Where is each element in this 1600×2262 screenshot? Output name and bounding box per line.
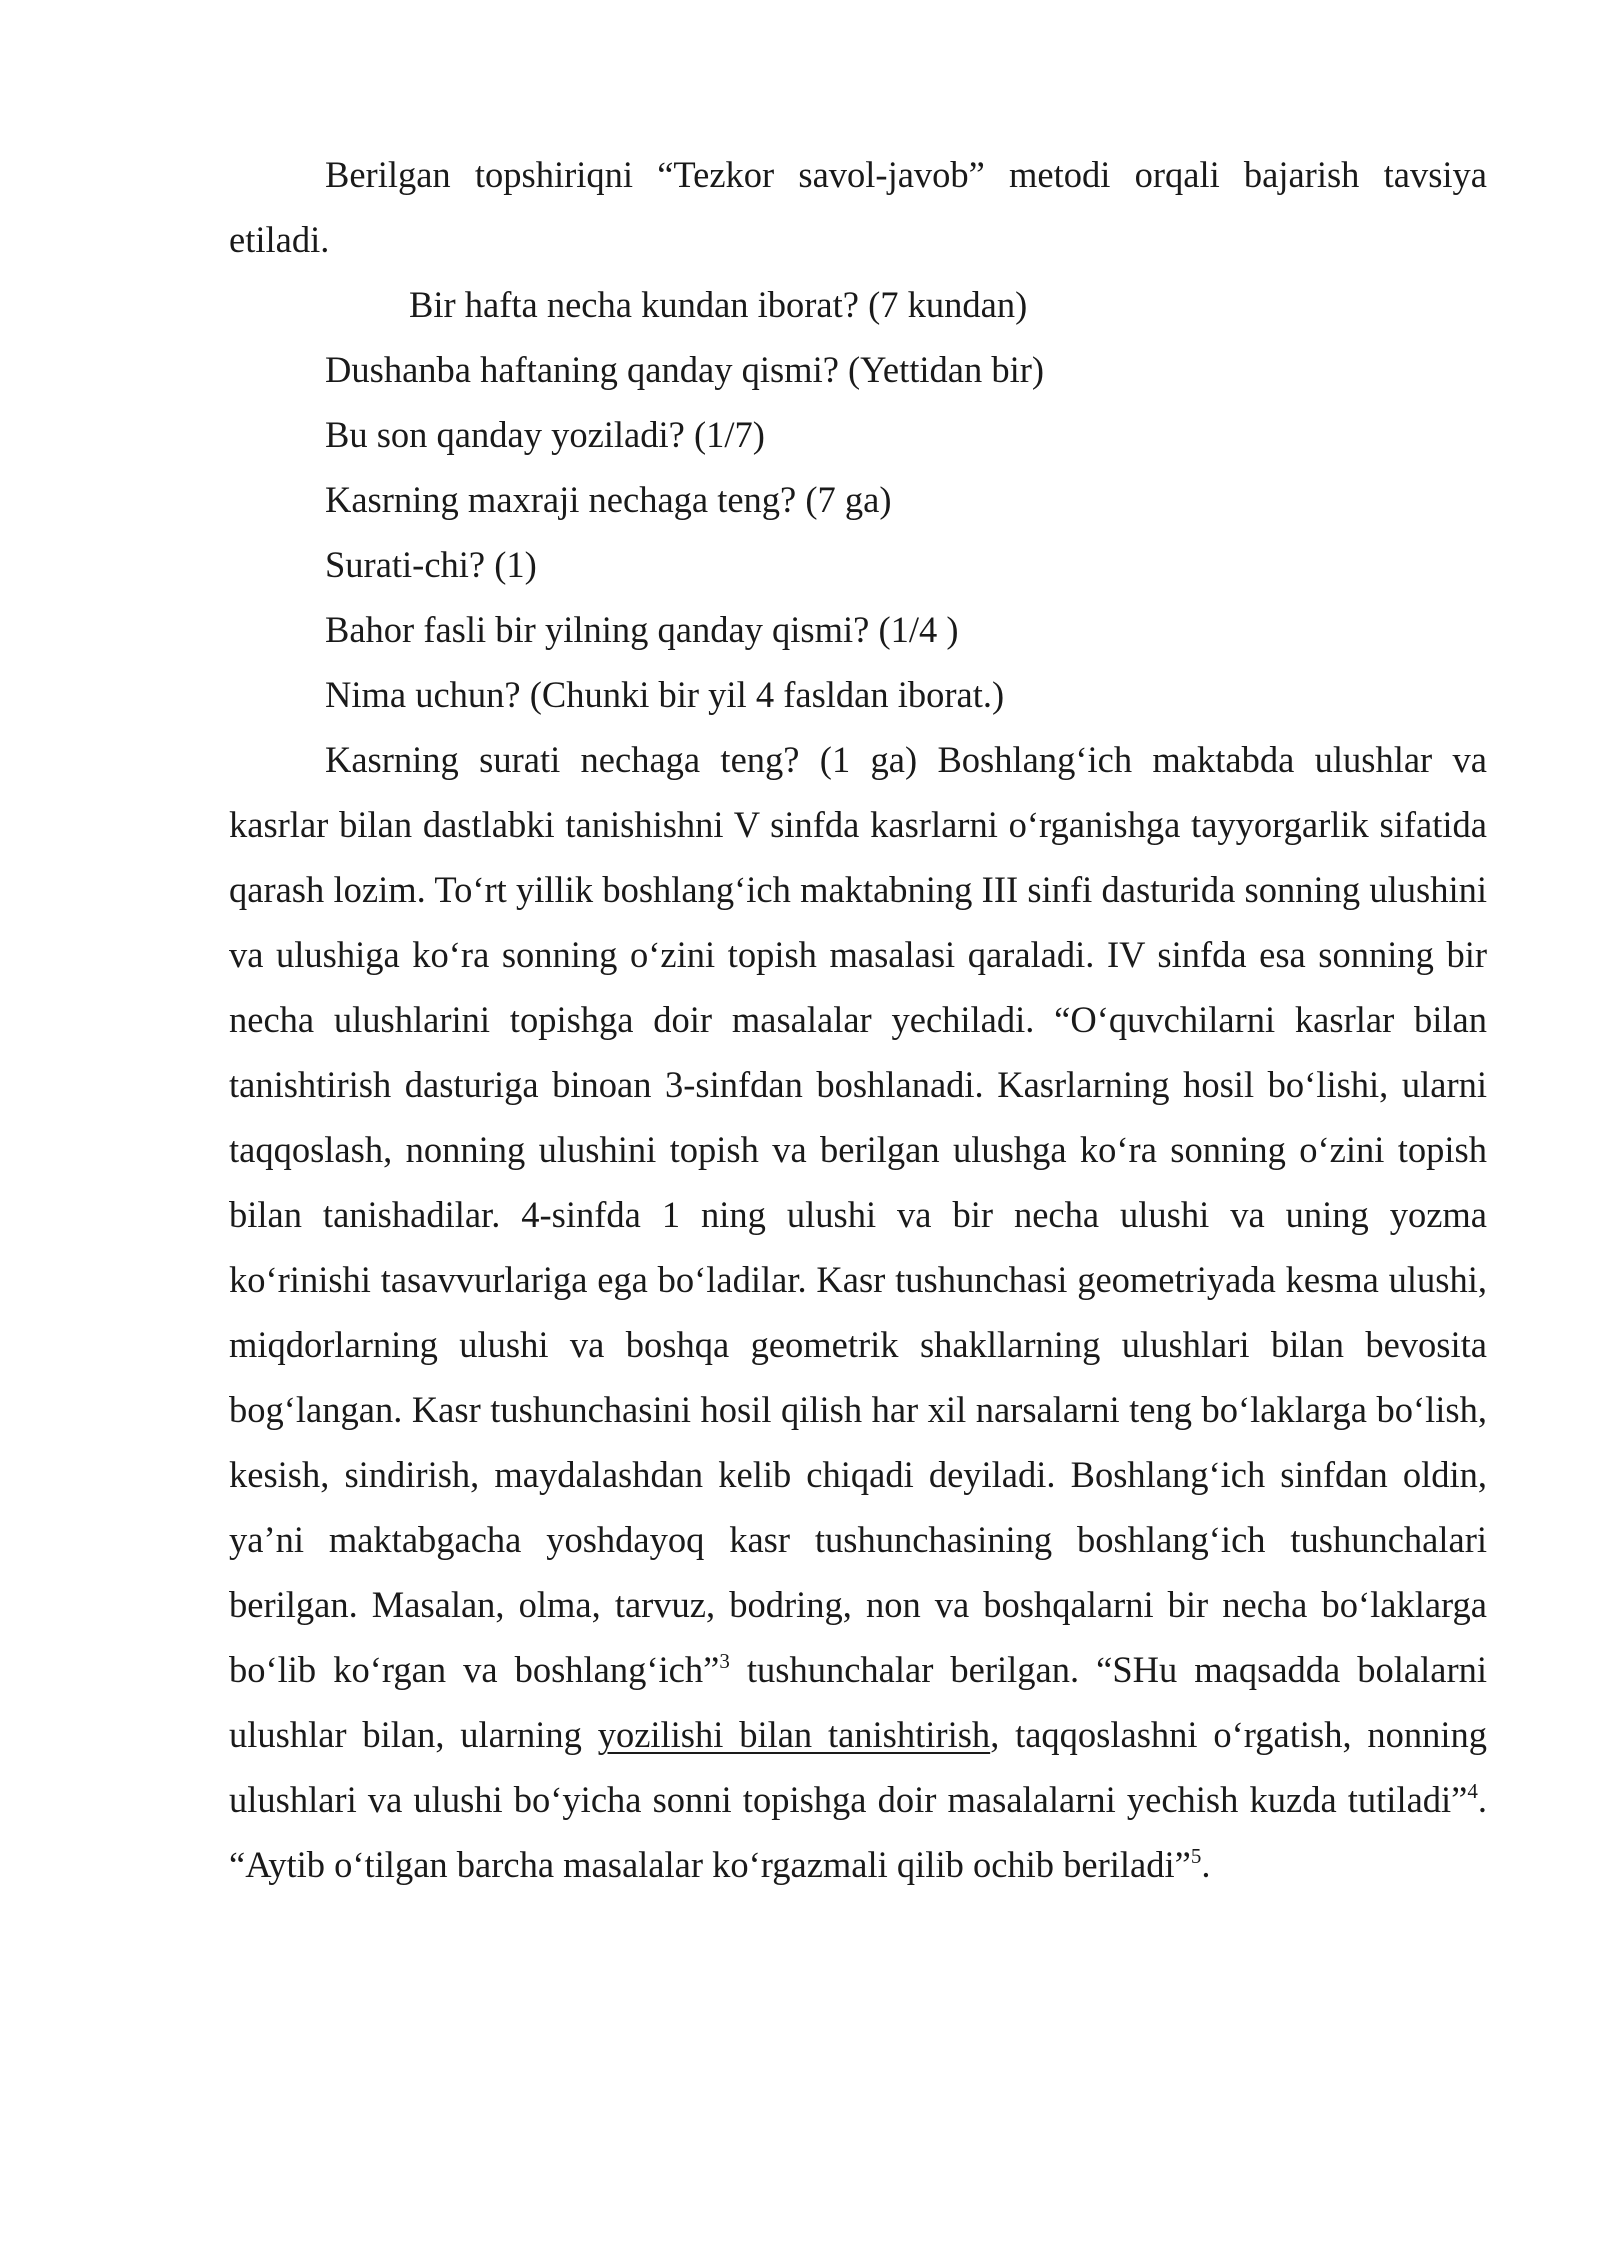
intro-paragraph: Berilgan topshiriqni “Tezkor savol-javob” metodi orqali bajarish tavsiya etiladi. [229,154,1487,260]
question-line: Surati-chi? (1) [325,544,537,585]
main-text: tushunchalar berilgan. “SHu maqsadda bolalarni ulushlar bilan, ularning [229,1649,1487,1755]
footnote-ref-5: 5 [1190,1844,1202,1868]
question-line: Bir hafta necha kundan iborat? (7 kundan) [409,284,1028,325]
question-line: Nima uchun? (Chunki bir yil 4 fasldan iborat.) [325,674,1005,715]
question-line: Dushanba haftaning qanday qismi? (Yettidan bir) [325,349,1045,390]
question-line: Bahor fasli bir yilning qanday qismi? (1/4 ) [325,609,959,650]
main-text: . “Aytib o‘tilgan barcha masalalar ko‘rgazmali qilib ochib beriladi” [229,1779,1487,1885]
main-text: . [1201,1844,1211,1885]
document-body [229,142,1487,1897]
question-line: Kasrning maxraji nechaga teng? (7 ga) [325,479,892,520]
main-text: Kasrning surati nechaga teng? (1 ga) Boshlang‘ich maktabda ulushlar va kasrlar bilan dastlabki tanishishni V sinfda kasrlarni o‘rganishga tayyorgarlik sifatida qarash lozim. To‘rt yillik boshlang‘ich maktabning III sinfi dasturida sonning ulushini va ulushiga ko‘ra sonning o‘zini topish masalasi qaraladi. IV sinfda esa sonning bir necha ulushlarini topishga doir masalalar yechiladi. “O‘quvchilarni kasrlar bilan tanishtirish dasturiga binoan 3-sinfdan boshlanadi. Kasrlarning hosil bo‘lishi, ularni taqqoslash, nonning ulushini topish va berilgan ulushga ko‘ra sonning o‘zini topish bilan tanishadilar. 4-sinfda 1 ning ulushi va bir necha ulushi va uning yozma ko‘rinishi tasavvurlariga ega bo‘ladilar. Kasr tushunchasi geometriyada kesma ulushi, miqdorlarning ulushi va boshqa geometrik shakllarning ulushlari bilan bevosita bog‘langan. Kasr tushunchasini hosil qilish har xil narsalarni teng bo‘laklarga bo‘lish, kesish, sindirish, maydalashdan kelib chiqadi deyiladi. Boshlang‘ich sinfdan oldin, ya’ni maktabgacha yoshdayoq kasr tushunchasining boshlang‘ich tushunchalari berilgan. Masalan, olma, tarvuz, bodring, non va boshqalarni bir necha bo‘laklarga bo‘lib ko‘rgan va boshlang‘ich” [229,739,1487,1690]
footnote-ref-3: 3 [719,1649,730,1673]
question-line: Bu son qanday yoziladi? (1/7) [325,414,765,455]
underlined-phrase: yozilishi bilan tanishtirish [597,1714,991,1755]
main-paragraph [229,727,1487,1897]
main-text: , taqqoslashni o‘rgatish, nonning ulushlari va ulushi bo‘yicha sonni topishga doir masalalarni yechish kuzda tutiladi” [229,1714,1487,1820]
footnote-ref-4: 4 [1467,1779,1478,1803]
